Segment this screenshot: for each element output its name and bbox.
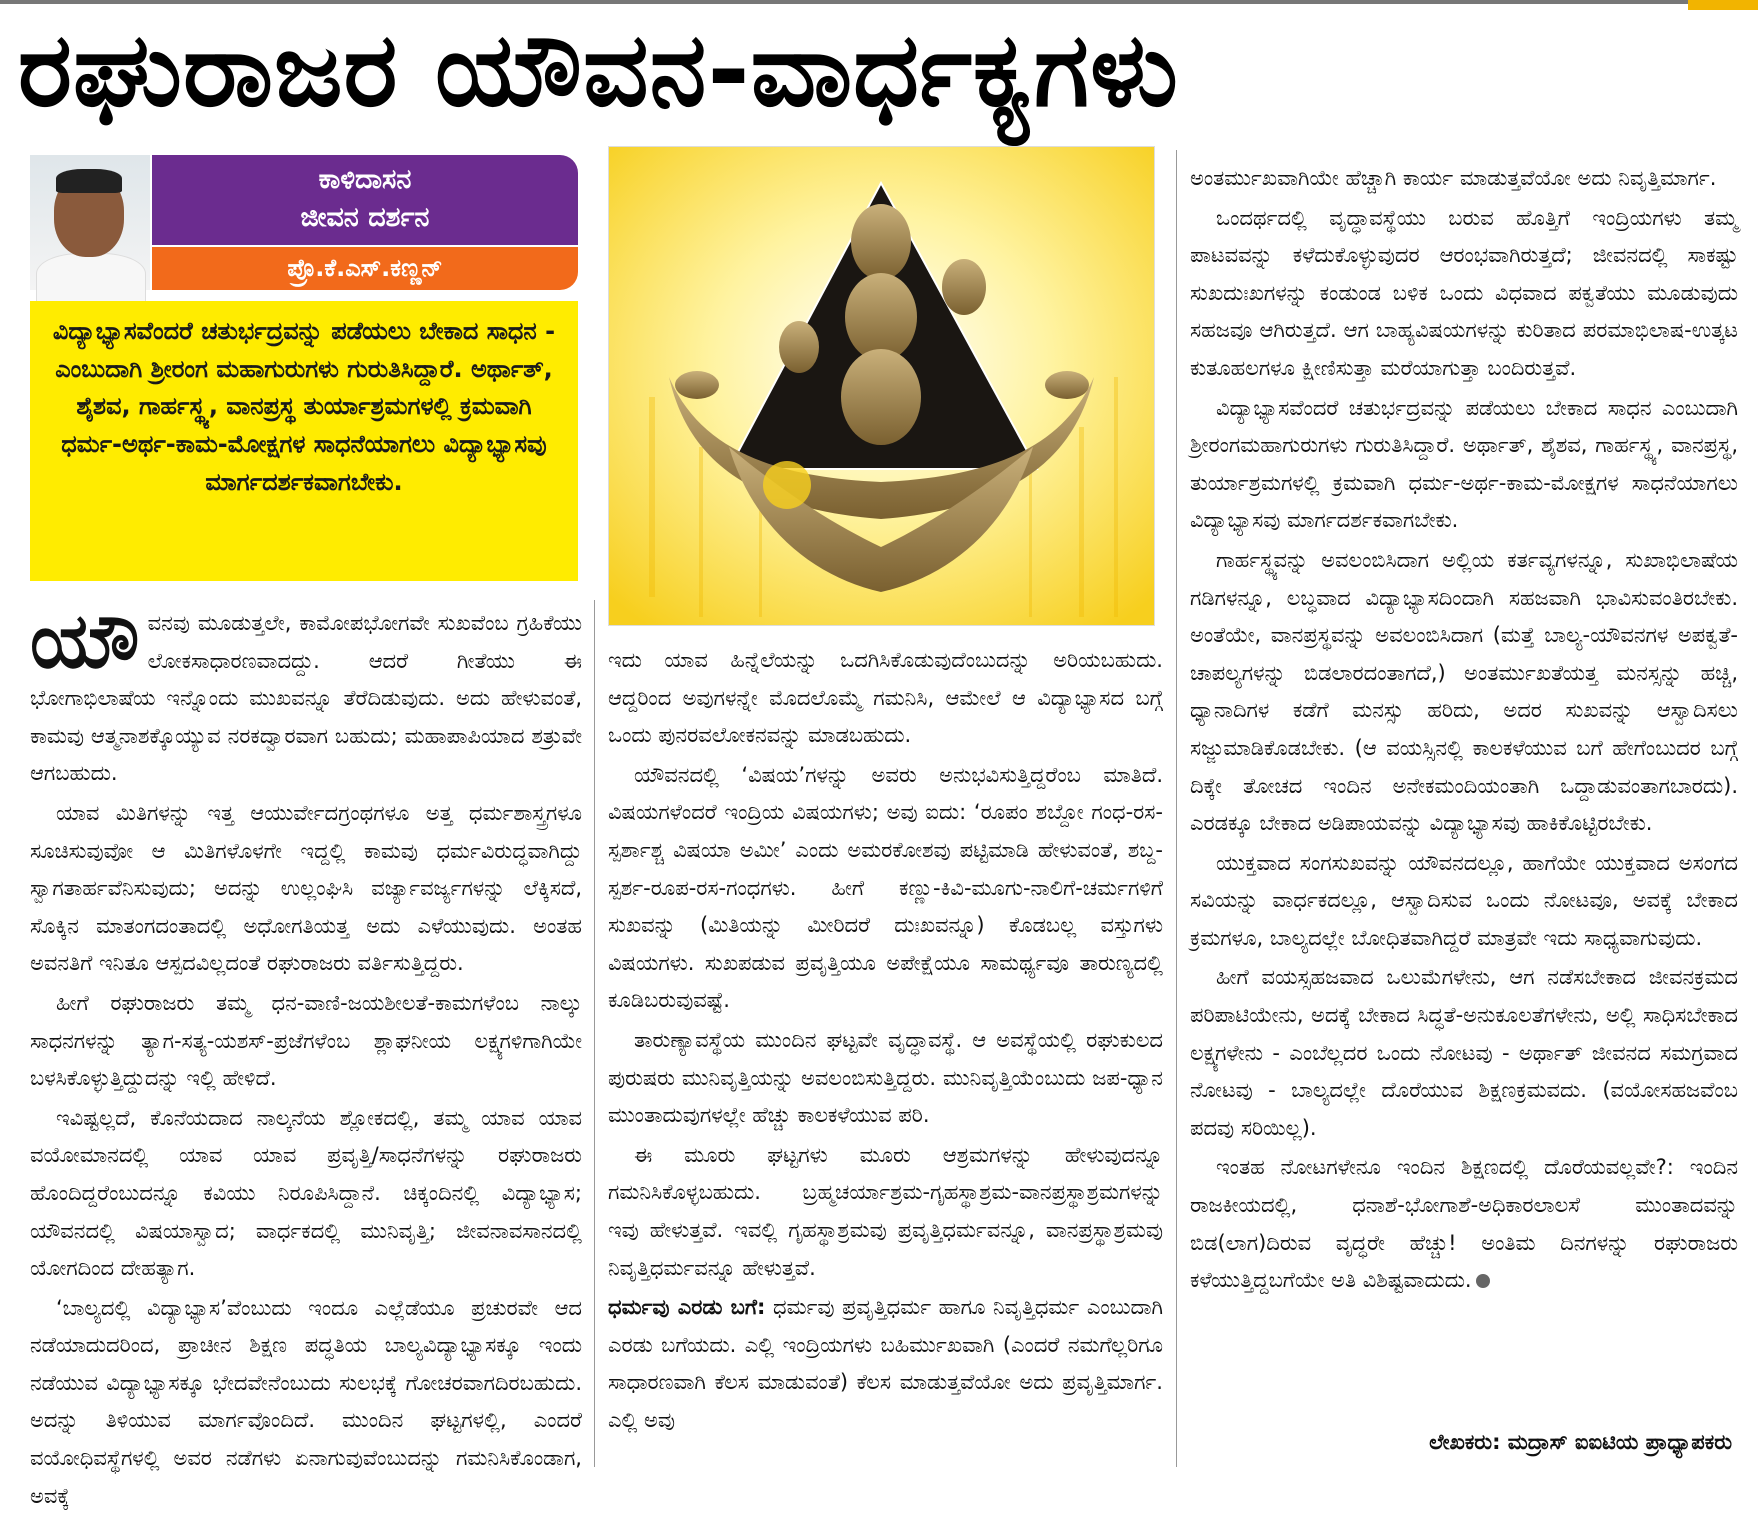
column-byline [30,155,578,290]
highlight-text: ವಿದ್ಯಾಭ್ಯಾಸವೆಂದರೆ ಚತುರ್ಭದ್ರವನ್ನು ಪಡೆಯಲು ಬೇಕಾದ ಸಾಧನ - ಎಂಬುದಾಗಿ ಶ್ರೀರಂಗ ಮಹಾಗುರುಗಳು ಗುರುತಿಸಿದ್ದಾರೆ. ಅರ್ಥಾತ್, ಶೈಶವ, ಗಾರ್ಹಸ್ಥ್ಯ, ವಾನಪ್ರಸ್ಥ ತುರ್ಯಾಶ್ರಮಗಳಲ್ಲಿ ಕ್ರಮವಾಗಿ ಧರ್ಮ-ಅರ್ಥ-ಕಾಮ-ಮೋಕ್ಷಗಳ ಸಾಧನೆಯಾಗಲು ವಿದ್ಯಾಭ್ಯಾಸವು ಮಾರ್ಗದರ್ಶಕವಾಗಬೇಕು. [52,317,556,496]
col1-paragraph-1 [30,596,582,793]
col2-p5-text: ಧರ್ಮವು ಪ್ರವೃತ್ತಿಧರ್ಮ ಹಾಗೂ ನಿವೃತ್ತಿಧರ್ಮ ಎಂಬುದಾಗಿ ಎರಡು ಬಗೆಯದು. ಎಲ್ಲಿ ಇಂದ್ರಿಯಗಳು ಬಹಿರ್ಮುಖವಾಗಿ (ಎಂದರೆ ನಮಗೆಲ್ಲರಿಗೂ ಸಾಧಾರಣವಾಗಿ ಕೆಲಸ ಮಾಡುವಂತೆ) ಕೆಲಸ ಮಾಡುತ್ತವೆಯೋ ಅದು ಪ್ರವೃತ್ತಿಮಾರ್ಗ. ಎಲ್ಲಿ ಅವು [608,1295,1163,1432]
col1-paragraph-4: ಇವಿಷ್ಟಲ್ಲದೆ, ಕೊನೆಯದಾದ ನಾಲ್ಕನೆಯ ಶ್ಲೋಕದಲ್ಲಿ, ತಮ್ಮ ಯಾವ ಯಾವ ವಯೋಮಾನದಲ್ಲಿ ಯಾವ ಯಾವ ಪ್ರವೃತ್ತಿ/ಸಾಧನೆಗಳನ್ನು ರಘುರಾಜರು ಹೊಂದಿದ್ದರೆಂಬುದನ್ನೂ ಕವಿಯು ನಿರೂಪಿಸಿದ್ದಾನೆ. ಚಿಕ್ಕಂದಿನಲ್ಲಿ ವಿದ್ಯಾಭ್ಯಾಸ; ಯೌವನದಲ್ಲಿ ವಿಷಯಾಸ್ವಾದ; ವಾರ್ಧಕದಲ್ಲಿ ಮುನಿವೃತ್ತಿ; ಜೀವನಾವಸಾನದಲ್ಲಿ ಯೋಗದಿಂದ ದೇಹತ್ಯಾಗ. [30,1105,582,1281]
chakra-symbol [763,461,811,509]
highlight-box [30,301,578,581]
column-label-line1: ಕಾಳಿದಾಸನ [318,164,412,195]
col2-paragraph-2: ಯೌವನದಲ್ಲಿ ‘ವಿಷಯ’ಗಳನ್ನು ಅವರು ಅನುಭವಿಸುತ್ತಿದ್ದರೆಂಬ ಮಾತಿದೆ. ವಿಷಯಗಳೆಂದರೆ ಇಂದ್ರಿಯ ವಿಷಯಗಳು; ಅವು ಐದು: ‘ರೂಪಂ ಶಬ್ದೋ ಗಂಧ-ರಸ-ಸ್ಪರ್ಶಾಶ್ಚ ವಿಷಯಾ ಅಮೀ’ ಎಂದು ಅಮರಕೋಶವು ಪಟ್ಟಿಮಾಡಿ ಹೇಳುವಂತೆ, ಶಬ್ದ-ಸ್ಪರ್ಶ-ರೂಪ-ರಸ-ಗಂಧಗಳು. ಹೀಗೆ ಕಣ್ಣು-ಕಿವಿ-ಮೂಗು-ನಾಲಿಗೆ-ಚರ್ಮಗಳಿಗೆ ಸುಖವನ್ನು (ಮಿತಿಯನ್ನು ಮೀರಿದರೆ ದುಃಖವನ್ನೂ) ಕೊಡಬಲ್ಲ ವಸ್ತುಗಳು ವಿಷಯಗಳು. ಸುಖಪಡುವ ಪ್ರವೃತ್ತಿಯೂ ಅಪೇಕ್ಷೆಯೂ ಸಾಮರ್ಥ್ಯವೂ ತಾರುಣ್ಯದಲ್ಲಿ ಕೂಡಿಬರುವುವಷ್ಟೆ. [608,762,1163,1013]
end-dot-icon [1476,1274,1490,1288]
author-name: ಪ್ರೊ.ಕೆ.ಎಸ್.ಕಣ್ಣನ್ [152,247,578,290]
author-signature: ಲೇಖಕರು: ಮದ್ರಾಸ್ ಐಐಟಿಯ ಪ್ರಾಧ್ಯಾಪಕರು [1429,1430,1732,1454]
col1-paragraph-2: ಯಾವ ಮಿತಿಗಳನ್ನು ಇತ್ತ ಆಯುರ್ವೇದಗ್ರಂಥಗಳೂ ಅತ್ತ ಧರ್ಮಶಾಸ್ತ್ರಗಳೂ ಸೂಚಿಸುವುವೋ ಆ ಮಿತಿಗಳೊಳಗೇ ಇದ್ದಲ್ಲಿ ಕಾಮವು ಧರ್ಮವಿರುದ್ಧವಾಗಿದ್ದು ಸ್ವಾಗತಾರ್ಹವೆನಿಸುವುದು; ಅದನ್ನು ಉಲ್ಲಂಘಿಸಿ ವರ್ಜ್ಯಾವರ್ಜ್ಯಗಳನ್ನು ಲೆಕ್ಕಿಸದೆ, ಸೊಕ್ಕಿನ ಮಾತಂಗದಂತಾದಲ್ಲಿ ಅಧೋಗತಿಯತ್ತ ಅದು ಎಳೆಯುವುದು. ಅಂತಹ ಅವನತಿಗೆ ಇನಿತೂ ಆಸ್ಪದವಿಲ್ಲದಂತೆ ರಘುರಾಜರು ವರ್ತಿಸುತ್ತಿದ್ದರು. [30,800,582,976]
author-photo [30,155,150,290]
author-photo-hair [56,169,122,193]
author-photo-shirt [36,253,146,305]
column-label-band [152,155,578,245]
col2-paragraph-3: ತಾರುಣ್ಯಾವಸ್ಥೆಯ ಮುಂದಿನ ಘಟ್ಟವೇ ವೃದ್ಧಾವಸ್ಥೆ. ಆ ಅವಸ್ಥೆಯಲ್ಲಿ ರಘುಕುಲದ ಪುರುಷರು ಮುನಿವೃತ್ತಿಯನ್ನು ಅವಲಂಬಿಸುತ್ತಿದ್ದರು. ಮುನಿವೃತ್ತಿಯೆಂಬುದು ಜಪ-ಧ್ಯಾನ ಮುಂತಾದುವುಗಳಲ್ಲೇ ಹೆಚ್ಚು ಕಾಲಕಳೆಯುವ ಪರಿ. [608,1027,1163,1128]
column-rule-1 [594,600,595,1467]
article-column-3 [1190,160,1738,1467]
top-rule [0,0,1758,4]
subheading: ಧರ್ಮವು ಎರಡು ಬಗೆ: [608,1295,766,1320]
col2-paragraph-4: ಈ ಮೂರು ಘಟ್ಟಗಳು ಮೂರು ಆಶ್ರಮಗಳನ್ನು ಹೇಳುವುದನ್ನೂ ಗಮನಿಸಿಕೊಳ್ಳಬಹುದು. ಬ್ರಹ್ಮಚರ್ಯಾಶ್ರಮ-ಗೃಹಸ್ಥಾಶ್ರಮ-ವಾನಪ್ರಸ್ಥಾಶ್ರಮಗಳನ್ನು ಇವು ಹೇಳುತ್ತವೆ. ಇವಲ್ಲಿ ಗೃಹಸ್ಥಾಶ್ರಮವು ಪ್ರವೃತ್ತಿಧರ್ಮವನ್ನೂ, ವಾನಪ್ರಸ್ಥಾಶ್ರಮವು ನಿವೃತ್ತಿಧರ್ಮವನ್ನೂ ಹೇಳುತ್ತವೆ. [608,1142,1163,1280]
article-column-1 [30,596,582,1508]
column-rule-2 [1176,150,1177,1467]
pyramid-faces-hands-illustration [609,147,1154,625]
illustration [608,146,1155,626]
col1-p1-text: ವನವು ಮೂಡುತ್ತಲೇ, ಕಾಮೋಪಭೋಗವೇ ಸುಖವೆಂಬ ಗ್ರಹಿಕೆಯು ಲೋಕಸಾಧಾರಣವಾದದ್ದು. ಆದರೆ ಗೀತೆಯು ಈ ಭೋಗಾಭಿಲಾಷೆಯ ಇನ್ನೊಂದು ಮುಖವನ್ನೂ ತೆರೆದಿಡುವುದು. ಅದು ಹೇಳುವಂತೆ, ಕಾಮವು ಆತ್ಮನಾಶಕ್ಕೊಯ್ಯುವ ನರಕದ್ವಾರವಾಗ ಬಹುದು; ಮಹಾಪಾಪಿಯಾದ ಶತ್ರುವೇ ಆಗಬಹುದು. [30,611,582,786]
headline: ರಘುರಾಜರ ಯೌವನ-ವಾರ್ಧಕ್ಯಗಳು [18,11,1179,130]
col2-paragraph-5 [608,1289,1163,1439]
col3-p7-text: ಇಂತಹ ನೋಟಗಳೇನೂ ಇಂದಿನ ಶಿಕ್ಷಣದಲ್ಲಿ ದೊರೆಯವಲ್ಲವೇ?: ಇಂದಿನ ರಾಜಕೀಯದಲ್ಲಿ, ಧನಾಶೆ-ಭೋಗಾಶೆ-ಅಧಿಕಾರಲಾಲಸೆ ಮುಂತಾದವನ್ನು ಬಿಡ(ಲಾಗ)ದಿರುವ ವೃದ್ಧರೇ ಹೆಚ್ಚು! ಅಂತಿಮ ದಿನಗಳನ್ನು ರಘುರಾಜರು ಕಳೆಯುತ್ತಿದ್ದಬಗೆಯೇ ಅತಿ ವಿಶಿಷ್ಟವಾದುದು. [1190,1155,1738,1293]
col3-paragraph-2: ಒಂದರ್ಥದಲ್ಲಿ ವೃದ್ಧಾವಸ್ಥೆಯು ಬರುವ ಹೊತ್ತಿಗೆ ಇಂದ್ರಿಯಗಳು ತಮ್ಮ ಪಾಟವವನ್ನು ಕಳೆದುಕೊಳ್ಳುವುದರ ಆರಂಭವಾಗಿರುತ್ತದೆ; ಜೀವನದಲ್ಲಿ ಸಾಕಷ್ಟು ಸುಖದುಃಖಗಳನ್ನು ಕಂಡುಂಡ ಬಳಿಕ ಒಂದು ವಿಧವಾದ ಪಕ್ವತೆಯು ಮೂಡುವುದು ಸಹಜವೂ ಆಗಿರುತ್ತದೆ. ಆಗ ಬಾಹ್ಯವಿಷಯಗಳನ್ನು ಕುರಿತಾದ ಪರಮಾಭಿಲಾಷ-ಉತ್ಕಟ ಕುತೂಹಲಗಳೂ ಕ್ಷೀಣಿಸುತ್ತಾ ಮರೆಯಾಗುತ್ತಾ ಬಂದಿರುತ್ತವೆ. [1190,205,1738,380]
drop-cap: ಯೌ [30,596,140,685]
col3-paragraph-6: ಹೀಗೆ ವಯಸ್ಸಹಜವಾದ ಒಲುಮೆಗಳೇನು, ಆಗ ನಡೆಸಬೇಕಾದ ಜೀವನಕ್ರಮದ ಪರಿಪಾಟಿಯೇನು, ಅದಕ್ಕೆ ಬೇಕಾದ ಸಿದ್ಧತೆ-ಅನುಕೂಲತೆಗಳೇನು, ಅಲ್ಲಿ ಸಾಧಿಸಬೇಕಾದ ಲಕ್ಷ್ಯಗಳೇನು - ಎಂಬೆಲ್ಲದರ ಒಂದು ನೋಟವು - ಅರ್ಥಾತ್ ಜೀವನದ ಸಮಗ್ರವಾದ ನೋಟವು - ಬಾಲ್ಯದಲ್ಲೇ ದೊರೆಯುವ ಶಿಕ್ಷಣಕ್ರಮವದು. (ವಯೋಸಹಜವೆಂಬ ಪದವು ಸರಿಯಿಲ್ಲ). [1190,965,1738,1140]
col1-paragraph-3: ಹೀಗೆ ರಘುರಾಜರು ತಮ್ಮ ಧನ-ವಾಣಿ-ಜಯಶೀಲತೆ-ಕಾಮಗಳೆಂಬ ನಾಲ್ಕು ಸಾಧನಗಳನ್ನು ತ್ಯಾಗ-ಸತ್ಯ-ಯಶಸ್-ಪ್ರಜೆಗಳೆಂಬ ಶ್ಲಾಘನೀಯ ಲಕ್ಷ್ಯಗಳಿಗಾಗಿಯೇ ಬಳಸಿಕೊಳ್ಳುತ್ತಿದ್ದುದನ್ನು ಇಲ್ಲಿ ಹೇಳಿದೆ. [30,990,582,1091]
col3-paragraph-4: ಗಾರ್ಹಸ್ಥ್ಯವನ್ನು ಅವಲಂಬಿಸಿದಾಗ ಅಲ್ಲಿಯ ಕರ್ತವ್ಯಗಳನ್ನೂ, ಸುಖಾಭಿಲಾಷೆಯ ಗಡಿಗಳನ್ನೂ, ಲಬ್ಧವಾದ ವಿದ್ಯಾಭ್ಯಾಸದಿಂದಾಗಿ ಸಹಜವಾಗಿ ಭಾವಿಸುವಂತಿರಬೇಕು. ಅಂತೆಯೇ, ವಾನಪ್ರಸ್ಥವನ್ನು ಅವಲಂಬಿಸಿದಾಗ (ಮತ್ತೆ ಬಾಲ್ಯ-ಯೌವನಗಳ ಅಪಕ್ವತೆ-ಚಾಪಲ್ಯಗಳನ್ನು ಬಿಡಲಾರದಂತಾಗದೆ,) ಅಂತರ್ಮುಖತೆಯತ್ತ ಮನಸ್ಸನ್ನು ಹಚ್ಚಿ, ಧ್ಯಾನಾದಿಗಳ ಕಡೆಗೆ ಮನಸ್ಸು ಹರಿದು, ಅದರ ಸುಖವನ್ನು ಆಸ್ವಾದಿಸಲು ಸಜ್ಜುಮಾಡಿಕೊಡಬೇಕು. (ಆ ವಯಸ್ಸಿನಲ್ಲಿ ಕಾಲಕಳೆಯುವ ಬಗೆ ಹೇಗೆಂಬುದರ ಬಗ್ಗೆ ದಿಕ್ಕೇ ತೋಚದ ಇಂದಿನ ಅನೇಕಮಂದಿಯಂತಾಗಿ ಒದ್ದಾಡುವಂತಾಗಬಾರದು). ಎರಡಕ್ಕೂ ಬೇಕಾದ ಅಡಿಪಾಯವನ್ನು ವಿದ್ಯಾಭ್ಯಾಸವು ಹಾಕಿಕೊಟ್ಟಿರಬೇಕು. [1190,547,1738,836]
col3-paragraph-1: ಅಂತರ್ಮುಖವಾಗಿಯೇ ಹೆಚ್ಚಾಗಿ ಕಾರ್ಯ ಮಾಡುತ್ತವೆಯೋ ಅದು ನಿವೃತ್ತಿಮಾರ್ಗ. [1190,166,1717,190]
col3-paragraph-7 [1190,1149,1738,1299]
col3-paragraph-3: ವಿದ್ಯಾಭ್ಯಾಸವೆಂದರೆ ಚತುರ್ಭದ್ರವನ್ನು ಪಡೆಯಲು ಬೇಕಾದ ಸಾಧನ ಎಂಬುದಾಗಿ ಶ್ರೀರಂಗಮಹಾಗುರುಗಳು ಗುರುತಿಸಿದ್ದಾರೆ. ಅರ್ಥಾತ್, ಶೈಶವ, ಗಾರ್ಹಸ್ಥ್ಯ, ವಾನಪ್ರಸ್ಥ, ತುರ್ಯಾಶ್ರಮಗಳಲ್ಲಿ ಕ್ರಮವಾಗಿ ಧರ್ಮ-ಅರ್ಥ-ಕಾಮ-ಮೋಕ್ಷಗಳ ಸಾಧನೆಯಾಗಲು ವಿದ್ಯಾಭ್ಯಾಸವು ಮಾರ್ಗದರ್ಶಕವಾಗಬೇಕು. [1190,395,1738,533]
article-column-2 [608,642,1163,1467]
col1-paragraph-5: ‘ಬಾಲ್ಯದಲ್ಲಿ ವಿದ್ಯಾಭ್ಯಾಸ’ವೆಂಬುದು ಇಂದೂ ಎಲ್ಲೆಡೆಯೂ ಪ್ರಚುರವೇ ಆದ ನಡೆಯಾದುದರಿಂದ, ಪ್ರಾಚೀನ ಶಿಕ್ಷಣ ಪದ್ಧತಿಯ ಬಾಲ್ಯವಿದ್ಯಾಭ್ಯಾಸಕ್ಕೂ ಇಂದು ನಡೆಯುವ ವಿದ್ಯಾಭ್ಯಾಸಕ್ಕೂ ಭೇದವೇನೆಂಬುದು ಸುಲಭಕ್ಕೆ ಗೋಚರವಾಗದಿರಬಹುದು. ಅದನ್ನು ತಿಳಿಯುವ ಮಾರ್ಗವೊಂದಿದೆ. ಮುಂದಿನ ಘಟ್ಟಗಳಲ್ಲಿ, ಎಂದರೆ ವಯೋಧಿವಸ್ಥೆಗಳಲ್ಲಿ ಅವರ ನಡೆಗಳು ಏನಾಗುವುವೆಂಬುದನ್ನು ಗಮನಿಸಿಕೊಂಡಾಗ, ಅವಕ್ಕೆ [30,1295,582,1508]
col3-paragraph-5: ಯುಕ್ತವಾದ ಸಂಗಸುಖವನ್ನು ಯೌವನದಲ್ಲೂ, ಹಾಗೆಯೇ ಯುಕ್ತವಾದ ಅಸಂಗದ ಸವಿಯನ್ನು ವಾರ್ಧಕದಲ್ಲೂ, ಆಸ್ವಾದಿಸುವ ಒಂದು ನೋಟವೂ, ಅವಕ್ಕೆ ಬೇಕಾದ ಕ್ರಮಗಳೂ, ಬಾಲ್ಯದಲ್ಲೇ ಬೋಧಿತವಾಗಿದ್ದರೆ ಮಾತ್ರವೇ ಇದು ಸಾಧ್ಯವಾಗುವುದು. [1190,850,1738,950]
column-label-line2: ಜೀವನ ದರ್ಶನ [300,202,430,233]
col2-paragraph-1: ಇದು ಯಾವ ಹಿನ್ನೆಲೆಯನ್ನು ಒದಗಿಸಿಕೊಡುವುದೆಂಬುದನ್ನು ಅರಿಯಬಹುದು. ಆದ್ದರಿಂದ ಅವುಗಳನ್ನೇ ಮೊದಲೊಮ್ಮೆ ಗಮನಿಸಿ, ಆಮೇಲೆ ಆ ವಿದ್ಯಾಭ್ಯಾಸದ ಬಗ್ಗೆ ಒಂದು ಪುನರವಲೋಕನವನ್ನು ಮಾಡಬಹುದು. [608,648,1163,748]
